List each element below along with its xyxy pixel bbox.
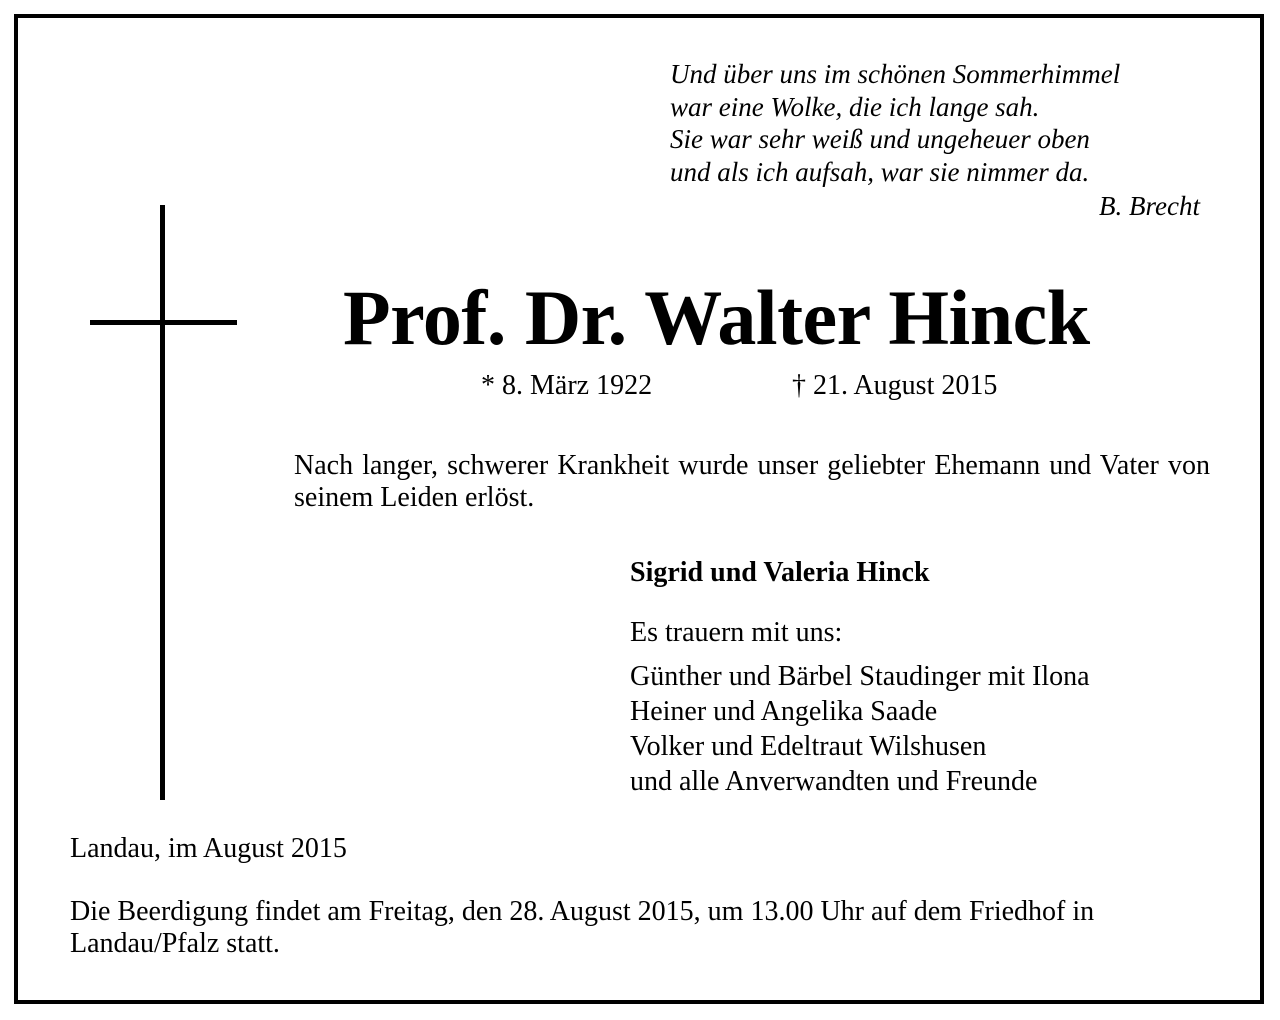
mourner-item: und alle Anverwandten und Freunde bbox=[630, 766, 1038, 797]
poem-quote bbox=[670, 58, 1200, 223]
mourners-list bbox=[630, 659, 1090, 799]
obituary-message: Nach langer, schwerer Krankheit wurde unser geliebter Ehemann und Vater von seinem Leiden erlöst. bbox=[294, 450, 1210, 513]
funeral-info: Die Beerdigung findet am Freitag, den 28. August 2015, um 13.00 Uhr auf dem Friedhof in Landau/Pfalz statt. bbox=[70, 896, 1095, 959]
deceased-name: Prof. Dr. Walter Hinck bbox=[343, 274, 1090, 361]
mourner-item: Heiner und Angelika Saade bbox=[630, 696, 938, 727]
mourners-intro: Es trauern mit uns: bbox=[630, 617, 843, 648]
poem-line: Und über uns im schönen Sommerhimmel bbox=[670, 59, 1121, 89]
mourner-item: Volker und Edeltraut Wilshusen bbox=[630, 731, 987, 762]
poem-line: war eine Wolke, die ich lange sah. bbox=[670, 91, 1040, 122]
cross-vertical-bar bbox=[160, 205, 165, 800]
mourner-item: Günther und Bärbel Staudinger mit Ilona bbox=[630, 661, 1090, 692]
poem-line: und als ich aufsah, war sie nimmer da. bbox=[670, 156, 1090, 187]
place-date: Landau, im August 2015 bbox=[70, 833, 347, 864]
birth-date: * 8. März 1922 bbox=[481, 370, 653, 401]
primary-mourners: Sigrid und Valeria Hinck bbox=[630, 557, 930, 588]
death-date: † 21. August 2015 bbox=[792, 370, 998, 401]
cross-horizontal-bar bbox=[90, 320, 237, 325]
poem-author: B. Brecht bbox=[1099, 191, 1200, 221]
poem-line: Sie war sehr weiß und ungeheuer oben bbox=[670, 124, 1090, 154]
